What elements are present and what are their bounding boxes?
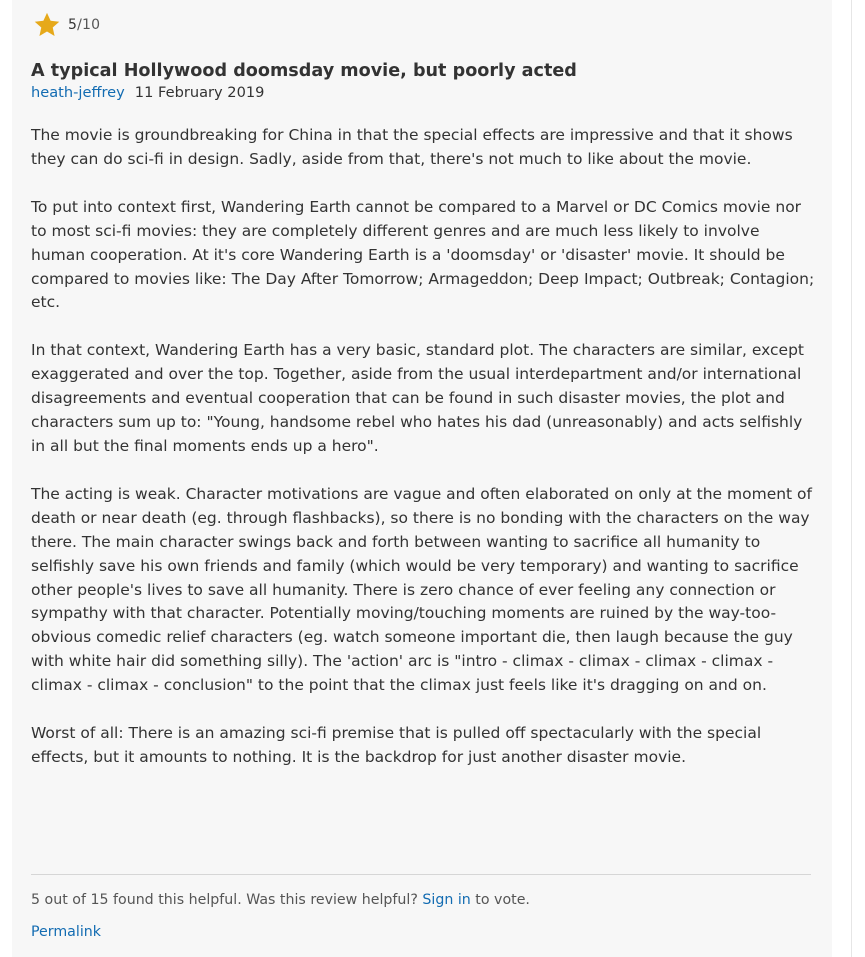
review-meta bbox=[31, 84, 264, 101]
helpful-suffix: to vote. bbox=[470, 892, 530, 908]
review-card bbox=[12, 0, 832, 957]
rating-scale: /10 bbox=[77, 17, 101, 33]
author-link[interactable]: heath-jeffrey bbox=[31, 84, 125, 101]
review-paragraph: In that context, Wandering Earth has a very basic, standard plot. The characters are similar, except exaggerated and over the top. Together, aside from the usual interdepartment and/or international disagreements and eventual cooperation that can be found in such disaster movies, the plot and characters sum up to: "Young, handsome rebel who hates his dad (unreasonably) and acts selfishly in all but the final moments ends up a hero". bbox=[31, 341, 804, 455]
helpful-text bbox=[31, 892, 530, 908]
review-paragraph: The movie is groundbreaking for China in that the special effects are impressive and that it shows they can do sci-fi in design. Sadly, aside from that, there's not much to like about the movie. bbox=[31, 126, 793, 168]
review-title: A typical Hollywood doomsday movie, but poorly acted bbox=[31, 61, 577, 81]
helpful-prefix: 5 out of 15 found this helpful. Was this review helpful? bbox=[31, 892, 423, 908]
rating bbox=[33, 11, 100, 39]
star-icon bbox=[33, 11, 61, 39]
review-body bbox=[31, 124, 816, 794]
sign-in-link[interactable]: Sign in bbox=[422, 892, 471, 908]
review-paragraph: The acting is weak. Character motivations are vague and often elaborated on only at the moment of death or near death (eg. through flashbacks), so there is no bonding with the characters on the way there. The main character swings back and forth between wanting to sacrifice all humanity to selfishly save his own friends and family (which would be very temporary) and wanting to sacrifice other people's lives to save all humanity. There is zero chance of ever feeling any connection or sympathy with that character. Potentially moving/touching moments are ruined by the way-too-obvious comedic relief characters (eg. watch someone important die, then laugh because the guy with white hair did something silly). The 'action' arc is "intro - climax - climax - climax - climax - climax - climax - conclusion" to the point that the climax just feels like it's dragging on and on. bbox=[31, 484, 813, 695]
rating-score: 5 bbox=[68, 17, 78, 33]
review-date: 11 February 2019 bbox=[134, 84, 265, 101]
rating-value bbox=[68, 17, 100, 33]
permalink-link[interactable]: Permalink bbox=[31, 924, 101, 940]
review-paragraph: Worst of all: There is an amazing sci-fi premise that is pulled off spectacularly with the special effects, but it amounts to nothing. It is the backdrop for just another disaster movie. bbox=[31, 724, 762, 766]
footer-divider bbox=[31, 874, 811, 875]
page-scrollbar[interactable] bbox=[851, 0, 865, 957]
review-paragraph: To put into context first, Wandering Earth cannot be compared to a Marvel or DC Comics movie nor to most sci-fi movies: they are completely different genres and are much less likely to involve human cooperation. At it's core Wandering Earth is a 'doomsday' or 'disaster' movie. It should be compared to movies like: The Day After Tomorrow; Armageddon; Deep Impact; Outbreak; Contagion; etc. bbox=[31, 197, 815, 312]
